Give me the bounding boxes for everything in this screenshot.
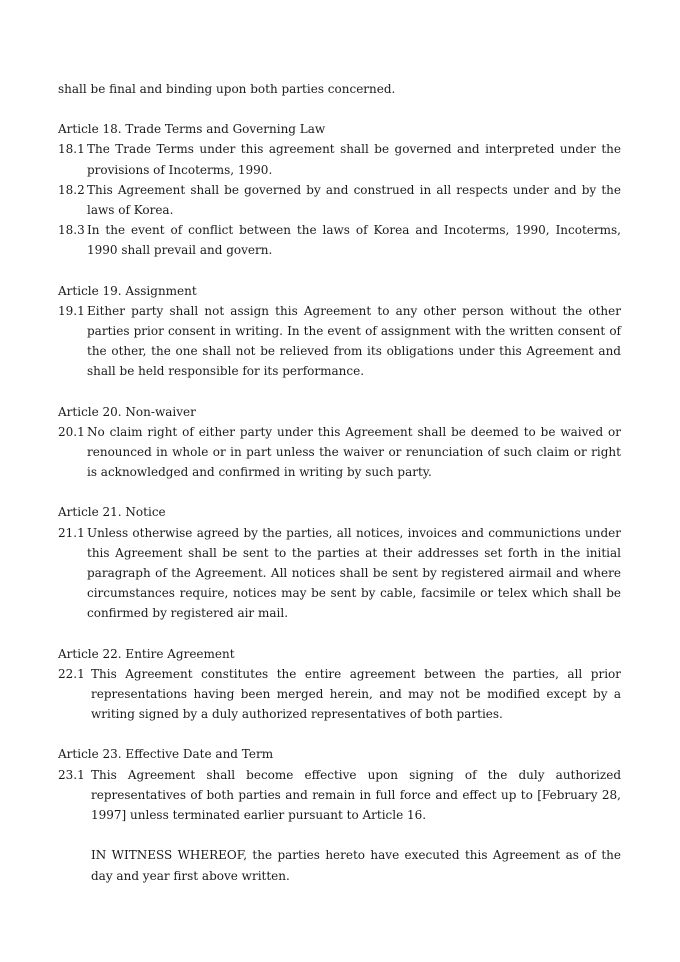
clause-text: No claim right of either party under this Agreement shall be deemed to be waived or renounced in whole or in part unless the waiver or renunciation of such claim or right is acknowledged and confirmed in writing by such party.: [87, 424, 621, 480]
clause-text: This Agreement shall become effective upon signing of the duly authorized representatives of both parties and remain in full force and effect up to [February 28, 1997] unless terminated earlier pursuant to Article 16.: [91, 767, 621, 823]
intro-line: shall be final and binding upon both parties concerned.: [58, 82, 396, 96]
clause-19-1: [58, 301, 621, 382]
article-heading: Article 23. Effective Date and Term: [58, 747, 274, 762]
clause-text: Unless otherwise agreed by the parties, all notices, invoices and communictions under this Agreement shall be sent to the parties at their addresses set forth in the initial paragraph of the Agreement. All notices shall be sent by registered airmail and where circumstances require, notices may be sent by cable, facsimile or telex which shall be confirmed by registered air mail.: [87, 525, 621, 621]
witness-paragraph: IN WITNESS WHEREOF, the parties hereto have executed this Agreement as of the day and year first above written.: [91, 848, 621, 883]
clause-number: 21.1: [58, 525, 85, 540]
article-heading: Article 20. Non-waiver: [58, 404, 196, 419]
article-heading: Article 21. Notice: [58, 505, 166, 520]
article-heading: Article 22. Entire Agreement: [58, 646, 235, 661]
article-21: [58, 502, 621, 623]
clause-text: The Trade Terms under this agreement shall be governed and interpreted under the provisions of Incoterms, 1990.: [87, 142, 621, 177]
clause-22-1: [58, 664, 621, 725]
document-page: [58, 79, 621, 886]
clause-number: 18.2: [58, 182, 85, 197]
article-heading: Article 19. Assignment: [58, 283, 197, 298]
clause-number: 19.1: [58, 303, 85, 318]
clause-text: This Agreement shall be governed by and construed in all respects under and by the laws of Korea.: [87, 182, 621, 218]
clause-21-1: [58, 523, 621, 624]
clause-text: In the event of conflict between the laws of Korea and Incoterms, 1990, Incoterms, 1990 shall prevail and govern.: [87, 223, 621, 258]
article-23: [58, 744, 621, 825]
clause-number: 20.1: [58, 424, 85, 439]
clause-number: 23.1: [58, 767, 85, 782]
clause-23-1: [58, 765, 621, 826]
clause-number: 18.3: [58, 223, 85, 238]
clause-18-3: [58, 220, 621, 260]
article-22: [58, 644, 621, 725]
article-20: [58, 402, 621, 483]
clause-number: 18.1: [58, 142, 85, 157]
article-19: [58, 281, 621, 382]
article-18: [58, 119, 621, 260]
clause-20-1: [58, 422, 621, 483]
clause-text: This Agreement constitutes the entire agreement between the parties, all prior representations having been merged herein, and may not be modified except by a writing signed by a duly authorized representatives of both parties.: [91, 666, 621, 722]
clause-18-1: [58, 139, 621, 179]
article-heading: Article 18. Trade Terms and Governing Law: [58, 122, 326, 137]
clause-number: 22.1: [58, 666, 85, 681]
clause-text: Either party shall not assign this Agreement to any other person without the other parties prior consent in writing. In the event of assignment with the written consent of the other, the one shall not be relieved from its obligations under this Agreement and shall be held responsible for its performance.: [87, 303, 621, 379]
clause-18-2: [58, 180, 621, 220]
